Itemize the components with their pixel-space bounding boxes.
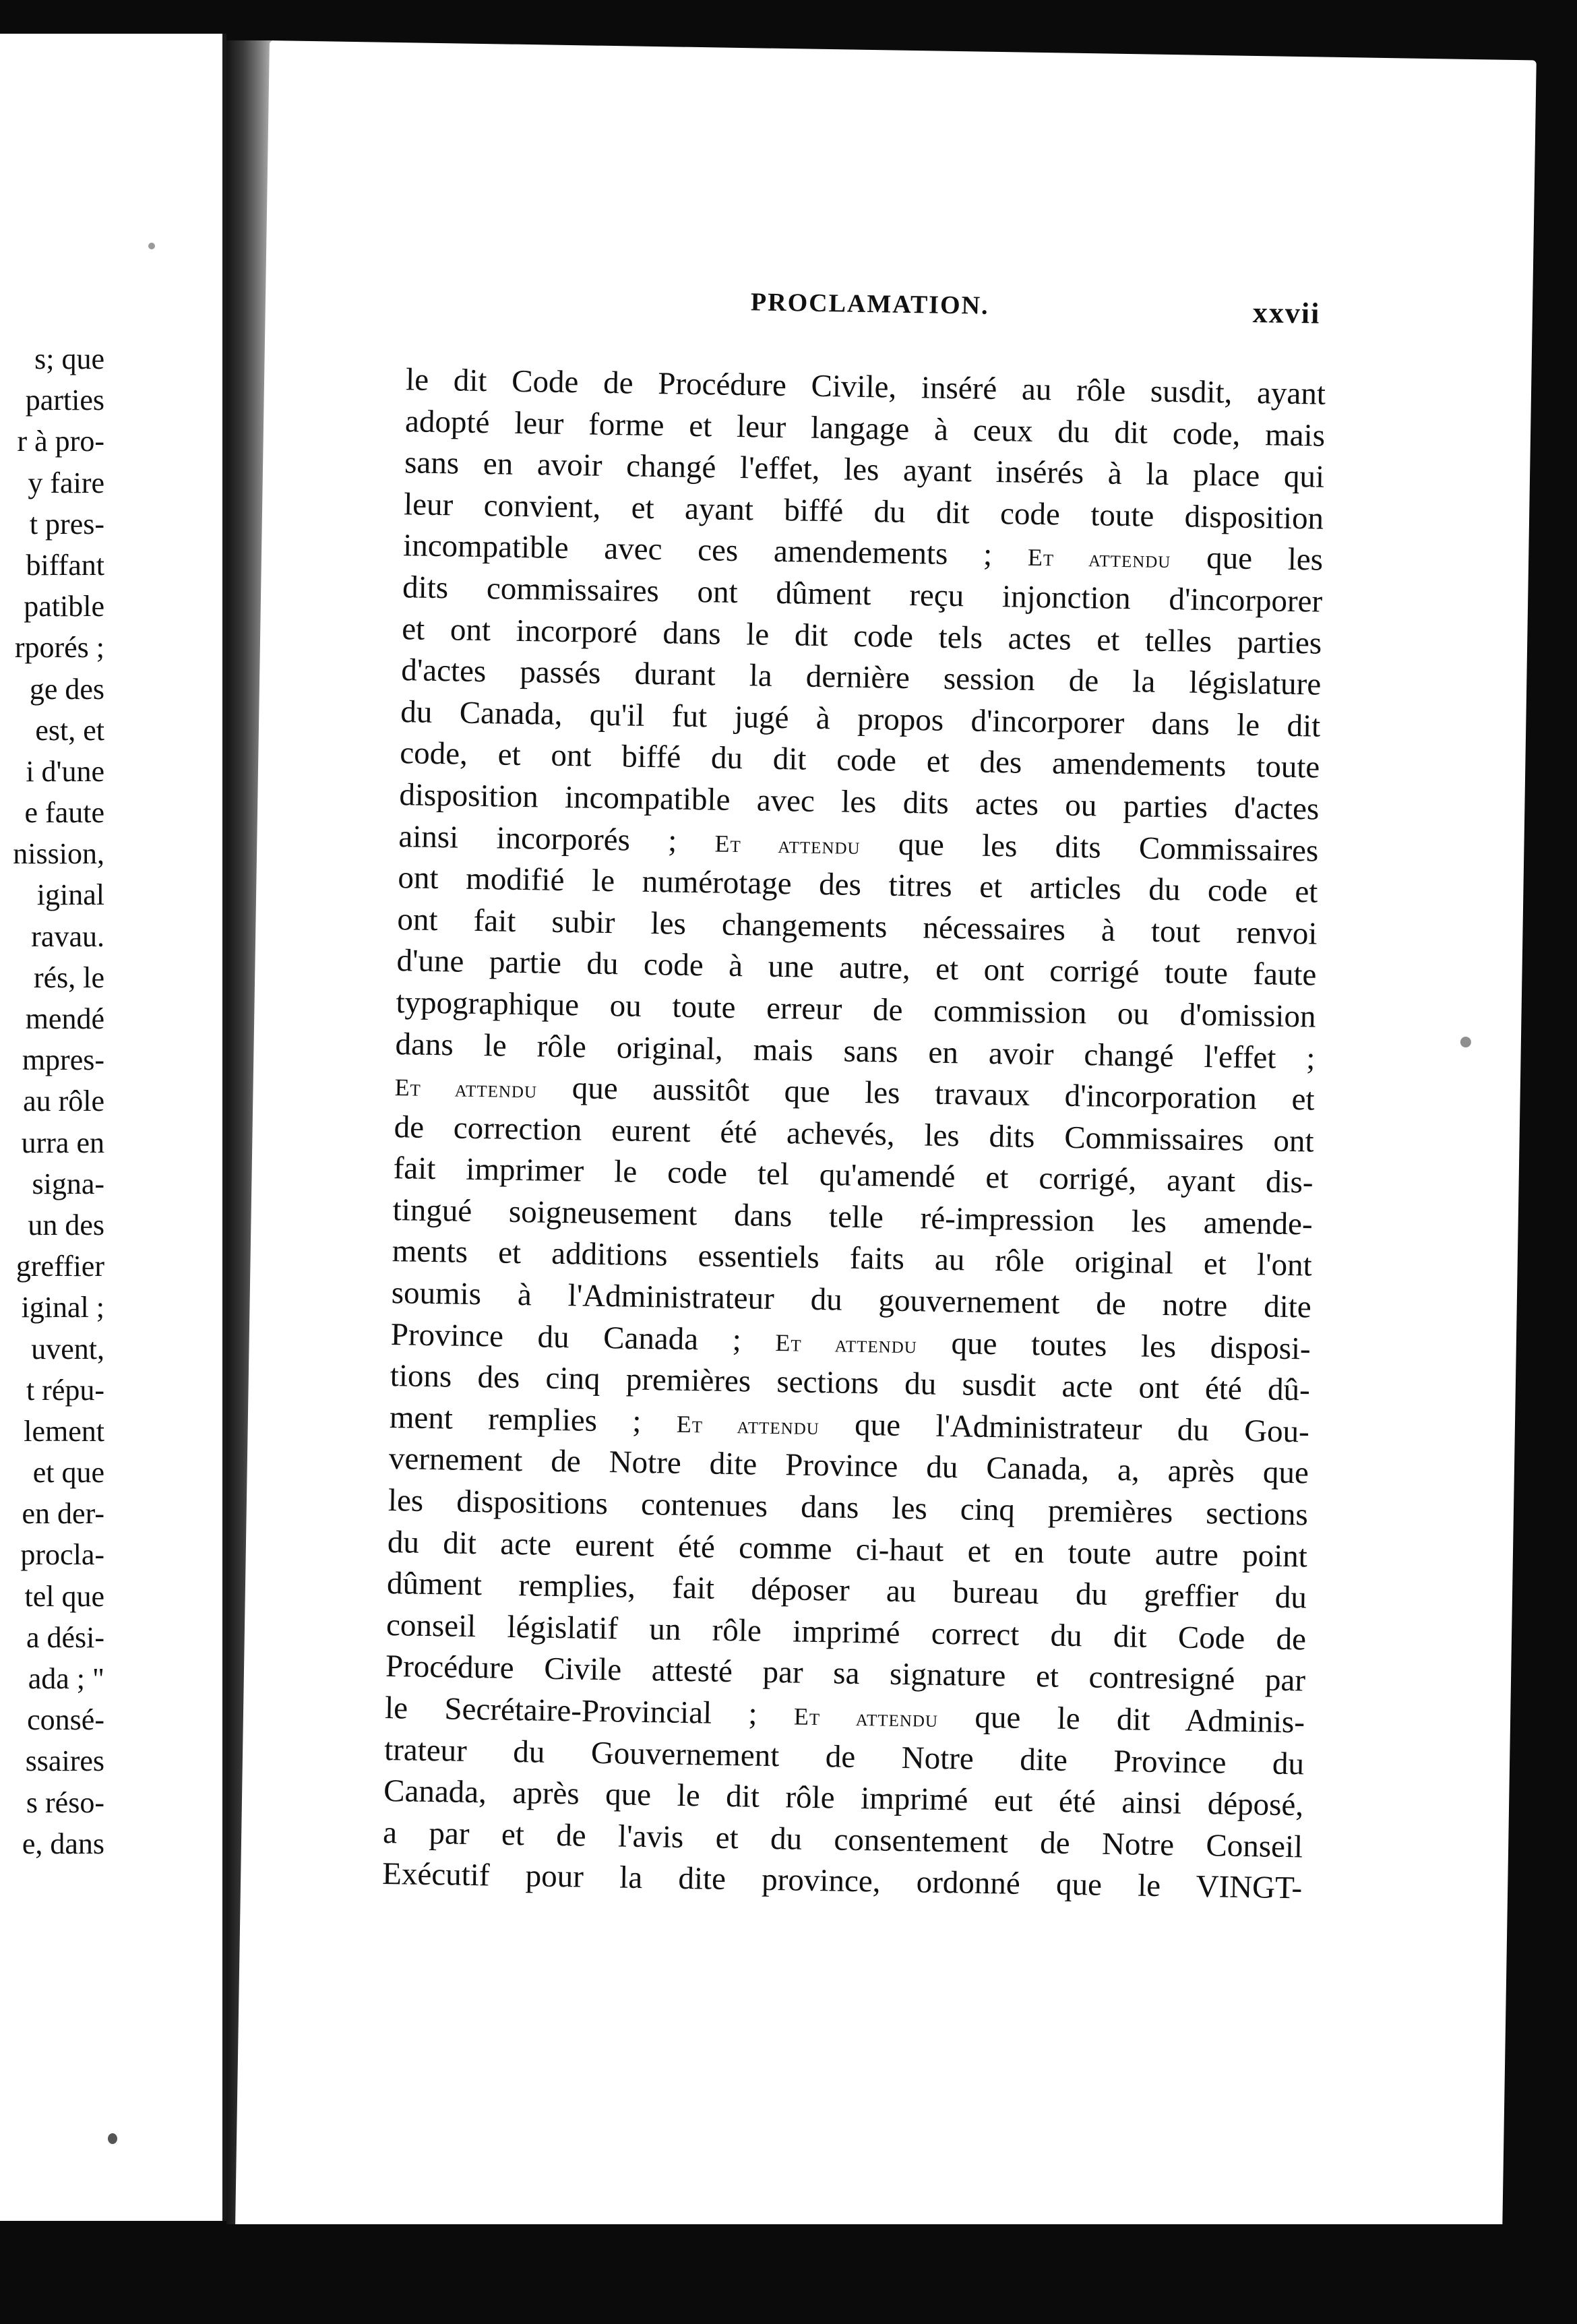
previous-page-line: patible (24, 590, 104, 623)
previous-page-line: et que (32, 1456, 104, 1490)
body-text-segment: ainsi incorporés ; (398, 818, 716, 859)
body-text-segment: sans en avoir changé l'effet, les ayant insérés à la place qui (404, 445, 1325, 495)
body-text-segment: que les dits Commissaires (860, 826, 1319, 869)
running-head (265, 280, 1344, 337)
previous-page-line: ada ; " (28, 1662, 104, 1695)
body-text-segment: conseil législatif un rôle imprimé correct du dit Code de (385, 1607, 1307, 1657)
body-text-segment: le Secrétaire-Provincial ; (384, 1690, 795, 1732)
previous-page-line: r à pro- (17, 425, 104, 458)
previous-page-line: ravau. (31, 919, 104, 953)
body-text-segment: a par et de l'avis et du consentement de Notre Conseil (382, 1814, 1303, 1865)
previous-page-line: iginal ; (21, 1291, 104, 1324)
previous-page-line: au rôle (23, 1084, 104, 1118)
previous-page-line: mendé (25, 1002, 104, 1035)
previous-page-line: i d'une (26, 754, 104, 788)
previous-page-line: uvent, (31, 1332, 104, 1366)
body-text-segment: d'actes passés durant la dernière session de la législature (400, 652, 1322, 702)
body-text-segment: du Canada, qu'il fut jugé à propos d'incorporer dans le dit (400, 694, 1321, 744)
proclamation-body-text (382, 359, 1326, 1909)
body-text-segment: que les (1171, 540, 1324, 578)
previous-page-line: biffant (26, 548, 104, 582)
previous-page-line: iginal (36, 878, 104, 912)
et-attendu-small-caps: Et attendu (793, 1703, 939, 1732)
body-text-segment: dans le rôle original, mais sans en avoir changé l'effet ; (395, 1026, 1316, 1076)
previous-page-line: s; que (34, 342, 104, 375)
body-text-segment: soumis à l'Administrateur du gouvernement de notre dite (391, 1275, 1312, 1325)
previous-page-line: a dési- (26, 1620, 104, 1654)
previous-page-line: urra en (21, 1126, 104, 1159)
body-text-segment: ont fait subir les changements nécessaires à tout renvoi (397, 901, 1318, 952)
scan-border (0, 2224, 1577, 2324)
previous-page-line: ssaires (25, 1744, 104, 1778)
body-text-segment: que toutes les disposi- (917, 1324, 1311, 1367)
previous-page-line: t répu- (26, 1373, 104, 1407)
previous-page-line: est, et (35, 713, 104, 747)
previous-page-line: nission, (13, 837, 104, 871)
et-attendu-small-caps: Et attendu (775, 1328, 918, 1358)
body-text-segment: incompatible avec ces amendements ; (402, 528, 1028, 574)
body-text-segment: Province du Canada ; (390, 1316, 776, 1358)
body-text-segment: code, et ont biffé du dit code et des amendements toute (400, 735, 1320, 785)
body-text-segment: adopté leur forme et leur langage à ceux du dit code, mais (404, 403, 1326, 454)
body-text-segment: que l'Administrateur du Gou- (819, 1406, 1310, 1450)
paper-speck (1460, 1037, 1471, 1047)
previous-page-line: rporés ; (14, 631, 104, 665)
body-text-segment: ments et additions essentiels faits au rôle original et l'ont (392, 1233, 1313, 1283)
body-text-segment: du dit acte eurent été comme ci-haut et en toute autre point (387, 1524, 1308, 1574)
previous-page-line: s réso- (26, 1785, 104, 1819)
previous-page (0, 34, 226, 2221)
previous-page-line: ge des (29, 672, 104, 706)
body-text-segment: typographique ou toute erreur de commission ou d'omission (396, 985, 1316, 1035)
body-text-segment: tingué soigneusement dans telle ré-impression les amende- (392, 1192, 1313, 1242)
body-text-segment: le dit Code de Procédure Civile, inséré au rôle susdit, ayant (405, 362, 1326, 412)
body-text-segment: dits commissaires ont dûment reçu injonction d'incorporer (402, 570, 1323, 619)
previous-page-line: un des (28, 1208, 104, 1242)
body-text-segment: trateur du Gouvernement de Notre dite Province du (383, 1732, 1305, 1782)
previous-page-line: en der- (22, 1497, 104, 1531)
running-head-title: PROCLAMATION. (750, 288, 989, 320)
body-text-segment: ont modifié le numérotage des titres et articles du code et (398, 860, 1318, 910)
page-number: xxvii (1252, 295, 1321, 330)
body-text-segment: fait imprimer le code tel qu'amendé et corrigé, ayant dis- (393, 1151, 1313, 1200)
body-text-segment: de correction eurent été achevés, les dits Commissaires ont (394, 1109, 1314, 1159)
body-text-segment: dûment remplies, fait déposer au bureau du greffier du (386, 1566, 1307, 1616)
paper-speck (148, 243, 155, 249)
body-text-segment: Canada, après que le dit rôle imprimé eut été ainsi déposé, (383, 1773, 1304, 1823)
previous-page-line: procla- (20, 1538, 104, 1572)
previous-page-line: lement (24, 1414, 104, 1448)
body-text-segment: que le dit Adminis- (937, 1699, 1305, 1740)
previous-page-line: rés, le (33, 960, 104, 994)
body-text-segment: leur convient, et ayant biffé du dit code toute disposition (403, 486, 1324, 537)
body-text-segment: Procédure Civile attesté par sa signature et contresigné par (385, 1649, 1306, 1699)
previous-page-line: parties (25, 384, 104, 417)
et-attendu-small-caps: Et attendu (714, 830, 861, 859)
previous-page-line: e, dans (22, 1827, 104, 1860)
et-attendu-small-caps: Et attendu (394, 1074, 538, 1103)
body-text-segment: disposition incompatible avec les dits actes ou parties d'actes (399, 777, 1320, 827)
body-text-segment: tions des cinq premières sections du susdit acte ont été dû- (390, 1358, 1311, 1408)
body-text-segment: que aussitôt que les travaux d'incorporation et (536, 1070, 1315, 1118)
body-text-segment: les dispositions contenues dans les cinq premières sections (388, 1483, 1309, 1533)
body-text-segment: d'une partie du code à une autre, et ont corrigé toute faute (396, 943, 1317, 993)
et-attendu-small-caps: Et attendu (1027, 544, 1171, 574)
previous-page-line: e faute (24, 796, 104, 830)
previous-page-line: greffier (16, 1250, 104, 1283)
previous-page-line: t pres- (29, 507, 104, 541)
paper-speck (108, 2133, 117, 2144)
body-text-segment: ment remplies ; (389, 1399, 677, 1440)
body-text-segment: vernement de Notre dite Province du Canada, a, après que (388, 1441, 1309, 1491)
previous-page-line: tel que (24, 1579, 104, 1613)
previous-page-text (0, 338, 104, 1864)
previous-page-line: signa- (32, 1167, 104, 1200)
current-page (235, 40, 1537, 2284)
previous-page-line: consé- (27, 1703, 104, 1737)
previous-page-line: y faire (28, 466, 104, 499)
et-attendu-small-caps: Et attendu (676, 1410, 820, 1440)
body-text-segment: et ont incorporé dans le dit code tels actes et telles parties (401, 611, 1322, 661)
previous-page-line: mpres- (22, 1043, 104, 1077)
body-text-segment: Exécutif pour la dite province, ordonné que le VINGT- (381, 1856, 1303, 1906)
